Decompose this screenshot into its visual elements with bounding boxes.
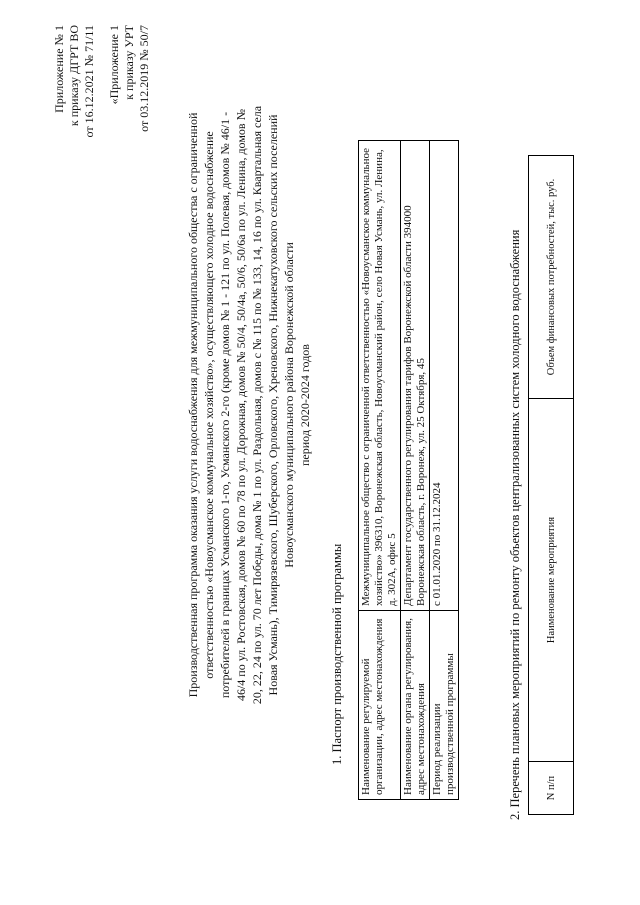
table-row [430, 141, 459, 800]
title-text: Производственная программа оказания услуги водоснабжения для межмуниципального общества с ограниченной ответственностью «Новоусманское коммунальное хозяйство», осуществляющего холодное водоснабжение потребителей в границах Усманского 1-го, Усманского 2-го (кроме домов № 1 - 121 по ул. Полевая, домов № 46/1 - 46/4 по ул. Ростовская, домов № 60 по 78 по ул. Дорожная, домов № 50/4, 50/4а, 50/6, 50/6а по ул. Ленина, домов № 20, 22, 24 по ул. 70 лет Победы, дома № 1 по ул. Раздольная, домов с № 115 по № 133, 14, 16 по ул. Квартальная села Новая Усмань), Тимирязевского, Шуберского, Орловского, Хреновского, Нижнекатуховского сельских поселений Новоусманского муниципального района Воронежской области [186, 105, 296, 705]
section-2-heading: 2. Перечень плановых мероприятий по ремонту объектов централизованных систем холодного водоснабжения [508, 229, 522, 820]
appendix-line: от 16.12.2021 № 71/11 [82, 25, 96, 138]
table-row [401, 141, 430, 800]
appendix-line: Приложение № 1 [52, 25, 66, 113]
column-header-number: N п/п [529, 762, 574, 815]
appendix-line: от 03.12.2019 № 50/7 [137, 25, 151, 132]
measures-table [528, 155, 574, 815]
section-1-heading: 1. Паспорт производственной программы [330, 543, 344, 765]
passport-value: Межмуниципальное общество с ограниченной ответственностью «Новоусманское коммунальное хозяйство» 396310, Воронежская область, Новоусманский район, село Новая Усмань, ул. Ленина, д. 302А, офис 5 [359, 141, 401, 611]
passport-value: с 01.01.2020 по 31.12.2024 [430, 141, 459, 611]
appendix-line: к приказу УРТ [122, 25, 136, 100]
passport-label: Наименование регулируемой организации, адрес местонахождения [359, 611, 401, 800]
appendix-header [52, 25, 152, 155]
passport-table [358, 140, 459, 800]
column-header-volume: Объем финансовых потребностей, тыс. руб. [529, 156, 574, 399]
title-period: период 2020-2024 годов [298, 344, 312, 466]
appendix-line: к приказу ДГРТ ВО [67, 25, 81, 127]
passport-value: Департамент государственного регулирования тарифов Воронежской области 394000 Воронежская область, г. Воронеж, ул. 25 Октября, 45 [401, 141, 430, 611]
appendix-line: «Приложение 1 [107, 25, 121, 105]
column-header-name: Наименование мероприятия [529, 399, 574, 762]
passport-label: Период реализации производственной программы [430, 611, 459, 800]
passport-label: Наименование органа регулирования, адрес местонахождения [401, 611, 430, 800]
table-row [359, 141, 401, 800]
document-title [185, 105, 313, 705]
table-header-row [529, 156, 574, 815]
